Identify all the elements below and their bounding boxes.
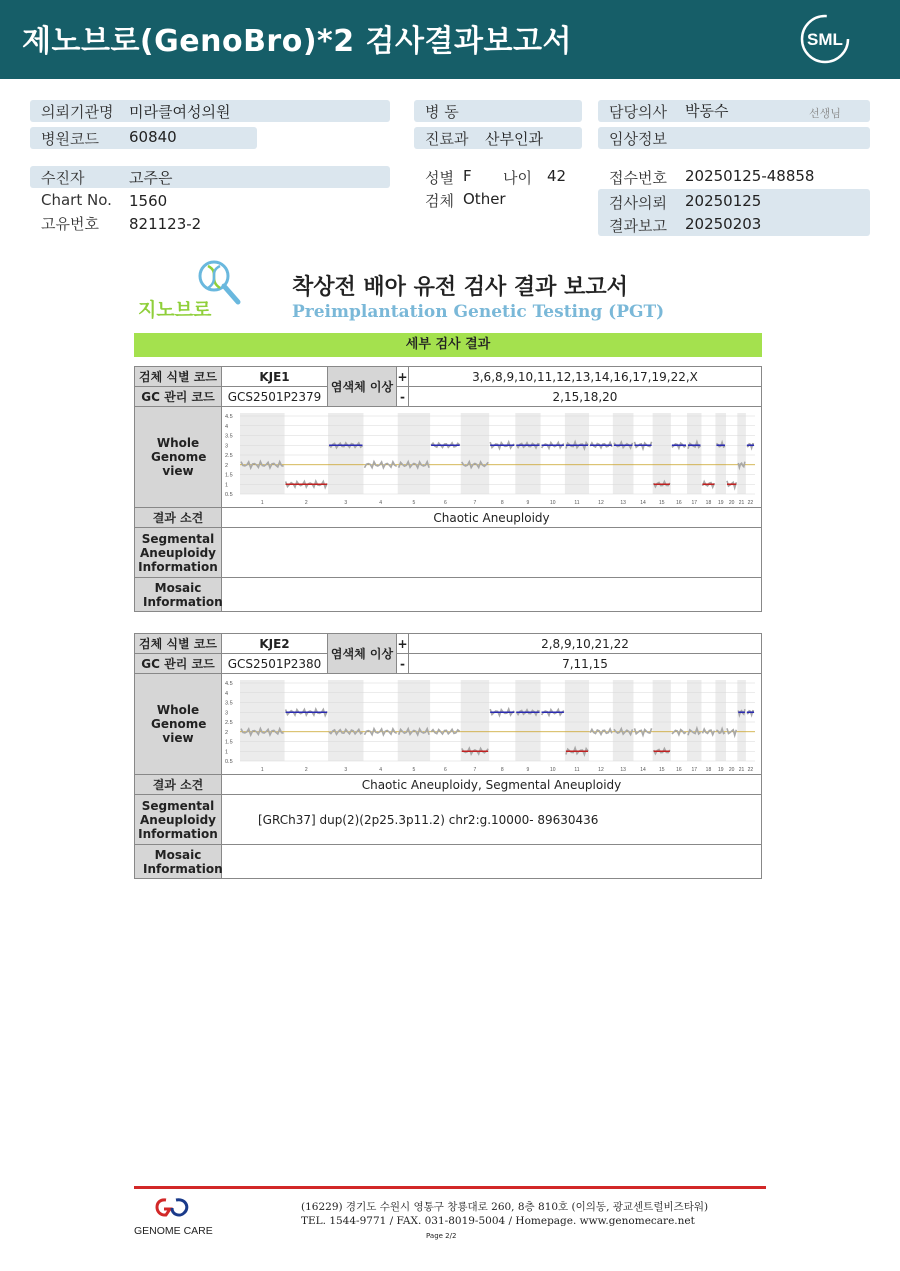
chromosome-band: [613, 413, 634, 494]
chromosome-label: 16: [676, 766, 682, 773]
institution-label: 의뢰기관명: [41, 103, 114, 121]
sex-label: 성별: [425, 169, 454, 187]
chrom-abn-label: 염색체 이상: [328, 367, 397, 407]
y-tick-label: 3.5: [225, 700, 233, 706]
sml-logo: [798, 14, 852, 64]
patient-value: 고주은: [129, 169, 173, 187]
chromosome-label: 9: [526, 766, 530, 773]
reception-label: 접수번호: [609, 169, 667, 187]
result-label: 결과 소견: [135, 775, 222, 795]
doctor-value: 박동수: [685, 102, 729, 120]
chromosome-band: [715, 413, 726, 494]
chromosome-label: 7: [473, 499, 477, 506]
chromosome-label: 3: [344, 766, 348, 773]
chrom-abn-label: 염색체 이상: [328, 634, 397, 674]
footer-divider: [134, 1186, 766, 1189]
chromosome-band: [565, 413, 589, 494]
chromosome-label: 11: [574, 766, 580, 773]
unique-id-label: 고유번호: [41, 215, 99, 233]
chromosome-band: [737, 413, 746, 494]
chromosome-label: 12: [598, 766, 604, 773]
chromosome-label: 20: [728, 766, 735, 773]
copy-number-points: [672, 729, 686, 734]
loss-chromosomes: 2,15,18,20: [409, 387, 762, 407]
chromosome-label: 16: [676, 499, 682, 506]
sample-table-1: [134, 366, 762, 612]
chromosome-band: [653, 413, 671, 494]
genobro-logo-text: 지노브로: [138, 299, 212, 321]
specimen-code-value: KJE2: [222, 634, 328, 654]
chart-no-label: Chart No.: [41, 191, 112, 209]
sml-logo-text: SML: [807, 30, 843, 49]
mosaic-label: Mosaic Information: [135, 845, 222, 879]
specimen-value: Other: [463, 190, 506, 208]
y-tick-label: 1.5: [225, 739, 233, 745]
chromosome-label: 19: [717, 766, 724, 773]
chromosome-band: [715, 680, 726, 761]
genome-care-text: GENOME CARE: [134, 1225, 213, 1237]
gain-sign: +: [397, 367, 409, 387]
result-value: Chaotic Aneuploidy, Segmental Aneuploidy: [222, 775, 762, 795]
specimen-code-label: 검체 식별 코드: [135, 367, 222, 387]
page-number: Page 2/2: [426, 1232, 457, 1240]
chromosome-label: 19: [717, 499, 724, 506]
reception-value: 20250125-48858: [685, 167, 815, 185]
footer-address-line: (16229) 경기도 수원시 영통구 창룡대로 260, 8층 810호 (이의동, 광교센트럴비즈타워): [301, 1201, 709, 1213]
request-date-label: 검사의뢰: [609, 194, 667, 212]
chromosome-band: [687, 413, 701, 494]
hospital-code-label: 병원코드: [41, 130, 99, 148]
y-tick-label: 2.5: [225, 719, 233, 726]
chromosome-label: 22: [747, 766, 754, 773]
chromosome-band: [515, 413, 540, 494]
clinical-label: 임상정보: [609, 130, 667, 148]
result-label: 결과 소견: [135, 508, 222, 528]
chromosome-label: 2: [304, 499, 308, 506]
chromosome-label: 14: [640, 766, 646, 773]
y-tick-label: 4: [225, 690, 229, 697]
chromosome-label: 9: [526, 499, 530, 506]
gc-code-value: GCS2501P2379: [222, 387, 328, 407]
mosaic-value: [222, 578, 762, 612]
chromosome-band: [737, 680, 746, 761]
chromosome-label: 17: [691, 766, 698, 773]
whole-genome-cell: [222, 407, 762, 508]
chromosome-band: [328, 680, 363, 761]
whole-genome-plot-1: [222, 408, 761, 507]
chromosome-label: 15: [658, 499, 665, 506]
gc-code-label: GC 관리 코드: [135, 654, 222, 674]
chromosome-label: 6: [444, 499, 447, 506]
footer-address: [301, 1200, 708, 1228]
unique-id-value: 821123-2: [129, 215, 202, 233]
chromosome-label: 22: [747, 499, 754, 506]
report-date-value: 20250203: [685, 215, 762, 233]
whole-genome-label: Whole Genome view: [135, 674, 222, 775]
chromosome-label: 14: [640, 499, 646, 506]
chromosome-band: [398, 413, 430, 494]
chromosome-label: 10: [549, 499, 556, 506]
copy-number-points: [365, 461, 397, 467]
gc-code-value: GCS2501P2380: [222, 654, 328, 674]
age-value: 42: [547, 167, 567, 185]
copy-number-points: [365, 728, 397, 734]
specimen-code-label: 검체 식별 코드: [135, 634, 222, 654]
chromosome-label: 10: [549, 766, 556, 773]
y-tick-label: 0.5: [225, 758, 233, 765]
whole-genome-cell: [222, 674, 762, 775]
segmental-value: [222, 528, 762, 578]
hospital-code-value: 60840: [129, 128, 177, 146]
gain-sign: +: [397, 634, 409, 654]
chromosome-label: 6: [444, 766, 447, 773]
whole-genome-plot-2: [222, 675, 761, 774]
chromosome-band: [687, 680, 701, 761]
y-tick-label: 3: [225, 442, 229, 449]
y-tick-label: 0.5: [225, 491, 233, 498]
chromosome-band: [653, 680, 671, 761]
gain-chromosomes: 3,6,8,9,10,11,12,13,14,16,17,19,22,X: [409, 367, 762, 387]
chromosome-label: 7: [473, 766, 477, 773]
report-title-en: Preimplantation Genetic Testing (PGT): [292, 302, 665, 322]
section-title: 세부 검사 결과: [134, 333, 762, 357]
chromosome-label: 3: [344, 499, 348, 506]
ward-label: 병 동: [425, 103, 459, 121]
chromosome-label: 13: [620, 499, 626, 506]
report-title: 제노브로(GenoBro)*2 검사결과보고서: [22, 24, 572, 59]
whole-genome-label: Whole Genome view: [135, 407, 222, 508]
mosaic-label: Mosaic Information: [135, 578, 222, 612]
segmental-label: Segmental Aneuploidy Information: [135, 528, 222, 578]
chromosome-band: [613, 680, 634, 761]
footer-contact-line: TEL. 1544-9771 / FAX. 031-8019-5004 / Homepage. www.genomecare.net: [301, 1215, 695, 1227]
chromosome-label: 13: [620, 766, 626, 773]
chromosome-label: 8: [500, 766, 504, 773]
chromosome-label: 11: [574, 499, 580, 506]
chromosome-band: [461, 680, 489, 761]
department-value: 산부인과: [485, 130, 543, 148]
y-tick-label: 1.5: [225, 472, 233, 478]
institution-value: 미라클여성의원: [129, 103, 231, 121]
segmental-label: Segmental Aneuploidy Information: [135, 795, 222, 845]
report-title-kr: 착상전 배아 유전 검사 결과 보고서: [292, 275, 628, 300]
chromosome-label: 15: [658, 766, 665, 773]
gain-chromosomes: 2,8,9,10,21,22: [409, 634, 762, 654]
result-value: Chaotic Aneuploidy: [222, 508, 762, 528]
report-date-label: 결과보고: [609, 217, 667, 235]
loss-chromosomes: 7,11,15: [409, 654, 762, 674]
y-tick-label: 2: [225, 729, 229, 736]
gc-code-label: GC 관리 코드: [135, 387, 222, 407]
y-tick-label: 3.5: [225, 433, 233, 439]
y-tick-label: 1: [225, 748, 229, 755]
report-header: [0, 0, 900, 79]
chromosome-label: 1: [260, 499, 264, 506]
chromosome-band: [515, 680, 540, 761]
chart-no-value: 1560: [129, 192, 168, 210]
doctor-suffix: 선생님: [809, 107, 841, 120]
chromosome-label: 18: [705, 766, 712, 773]
mosaic-value: [222, 845, 762, 879]
chromosome-label: 12: [598, 499, 604, 506]
chromosome-band: [328, 413, 363, 494]
loss-sign: -: [397, 387, 409, 407]
segmental-value: [GRCh37] dup(2)(2p25.3p11.2) chr2:g.10000- 89630436: [222, 795, 762, 845]
chromosome-label: 1: [260, 766, 264, 773]
y-tick-label: 4: [225, 423, 229, 430]
chromosome-label: 5: [412, 499, 416, 506]
specimen-label: 검체: [425, 192, 454, 210]
chromosome-label: 21: [738, 499, 745, 506]
chromosome-band: [461, 413, 489, 494]
y-tick-label: 2.5: [225, 452, 233, 459]
chromosome-label: 18: [705, 499, 712, 506]
y-tick-label: 1: [225, 481, 229, 488]
genome-care-logo: [134, 1196, 234, 1238]
age-label: 나이: [503, 169, 532, 187]
loss-sign: -: [397, 654, 409, 674]
y-tick-label: 3: [225, 709, 229, 716]
chromosome-band: [240, 680, 285, 761]
request-date-value: 20250125: [685, 192, 762, 210]
genobro-logo: [134, 258, 254, 324]
chromosome-label: 2: [304, 766, 308, 773]
sample-table-2: [134, 633, 762, 879]
patient-label: 수진자: [41, 169, 85, 187]
chromosome-label: 4: [379, 766, 382, 773]
copy-number-points: [727, 728, 736, 735]
chromosome-label: 20: [728, 499, 735, 506]
y-tick-label: 4.5: [225, 680, 233, 687]
doctor-label: 담당의사: [609, 103, 667, 121]
department-label: 진료과: [425, 130, 469, 148]
specimen-code-value: KJE1: [222, 367, 328, 387]
chromosome-label: 17: [691, 499, 698, 506]
y-tick-label: 4.5: [225, 413, 233, 420]
chromosome-band: [398, 680, 430, 761]
chromosome-label: 21: [738, 766, 745, 773]
chromosome-label: 5: [412, 766, 416, 773]
chromosome-label: 8: [500, 499, 504, 506]
chromosome-label: 4: [379, 499, 382, 506]
chromosome-band: [240, 413, 285, 494]
sex-value: F: [463, 167, 472, 185]
y-tick-label: 2: [225, 462, 229, 469]
